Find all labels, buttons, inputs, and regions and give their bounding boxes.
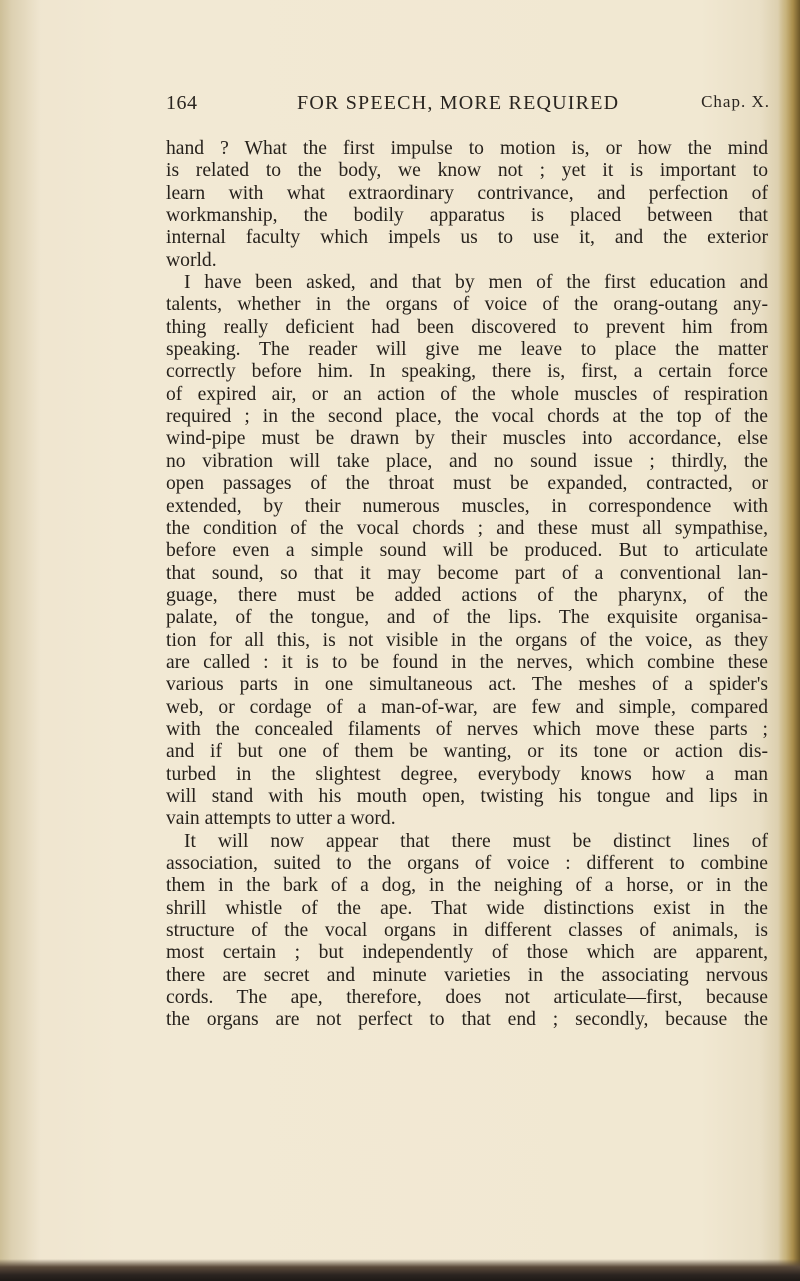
text-line: that sound, so that it may become part of a conventional lan- [166, 562, 768, 584]
text-line: there are secret and minute varieties in the associating nervous [166, 964, 768, 986]
page-fore-edge [778, 0, 800, 1281]
text-line: required ; in the second place, the vocal chords at the top of the [166, 406, 768, 428]
text-line: speaking. The reader will give me leave to place the matter [166, 339, 768, 361]
page-number: 164 [166, 92, 198, 114]
text-line: world. [166, 249, 217, 271]
text-line: internal faculty which impels us to use it, and the exterior [166, 227, 768, 249]
text-line: I have been asked, and that by men of the first education and [184, 272, 768, 294]
text-line: association, suited to the organs of voice : different to combine [166, 853, 768, 874]
text-line: web, or cordage of a man-of-war, are few and simple, compared [166, 696, 768, 718]
text-line: the condition of the vocal chords ; and these must all sympathise, [166, 517, 768, 539]
text-line: various parts in one simultaneous act. The meshes of a spider's [166, 674, 768, 696]
text-line: no vibration will take place, and no sound issue ; thirdly, the [166, 450, 768, 472]
text-line: of expired air, or an action of the whole muscles of respiration [166, 383, 768, 405]
text-line: correctly before him. In speaking, there is, first, a certain force [166, 361, 768, 383]
text-line: is related to the body, we know not ; yet it is important to [166, 160, 768, 182]
text-line: most certain ; but independently of those which are apparent, [166, 942, 768, 964]
paragraph-1 [166, 138, 768, 272]
text-line: thing really deficient had been discovered to prevent him from [166, 316, 768, 338]
text-line: will stand with his mouth open, twisting his tongue and lips in [166, 785, 768, 807]
running-header [166, 92, 770, 120]
text-line: tion for all this, is not visible in the organs of the voice, as they [166, 629, 768, 651]
text-line: talents, whether in the organs of voice of the orang-outang any- [166, 294, 768, 316]
text-line: and if but one of them be wanting, or its tone or action dis- [166, 741, 768, 763]
text-line: structure of the vocal organs in different classes of animals, is [166, 920, 768, 942]
chapter-label: Chap. X. [701, 92, 770, 111]
text-line: turbed in the slightest degree, everybody knows how a man [166, 763, 768, 785]
text-line: extended, by their numerous muscles, in correspondence with [166, 495, 768, 517]
binding-gutter [0, 0, 40, 1281]
text-line: before even a simple sound will be produced. But to articulate [166, 540, 768, 562]
text-line: wind-pipe must be drawn by their muscles into accordance, else [166, 428, 768, 450]
text-line: cords. The ape, therefore, does not articulate—first, because [166, 987, 768, 1009]
paragraph-2 [166, 272, 768, 831]
text-line: them in the bark of a dog, in the neighing of a horse, or in the [166, 875, 768, 897]
body-text [166, 138, 768, 1032]
text-line: shrill whistle of the ape. That wide distinctions exist in the [166, 897, 768, 919]
text-line: open passages of the throat must be expanded, contracted, or [166, 473, 768, 495]
text-line: with the concealed filaments of nerves which move these parts ; [166, 718, 768, 740]
text-line: vain attempts to utter a word. [166, 808, 396, 830]
running-title: FOR SPEECH, MORE REQUIRED [297, 92, 620, 114]
text-line: palate, of the tongue, and of the lips. The exquisite organisa- [166, 607, 768, 629]
text-line: are called : it is to be found in the nerves, which combine these [166, 651, 768, 673]
paragraph-3 [166, 831, 768, 1032]
text-line: workmanship, the bodily apparatus is placed between that [166, 205, 768, 227]
text-line: It will now appear that there must be distinct lines of [184, 830, 768, 852]
text-line: hand ? What the first impulse to motion is, or how the mind [166, 138, 768, 159]
page-bottom-edge [0, 1259, 800, 1281]
text-line: guage, there must be added actions of the pharynx, of the [166, 584, 768, 606]
text-line: the organs are not perfect to that end ; secondly, because the [166, 1009, 768, 1031]
text-line: learn with what extraordinary contrivance, and perfection of [166, 182, 768, 204]
